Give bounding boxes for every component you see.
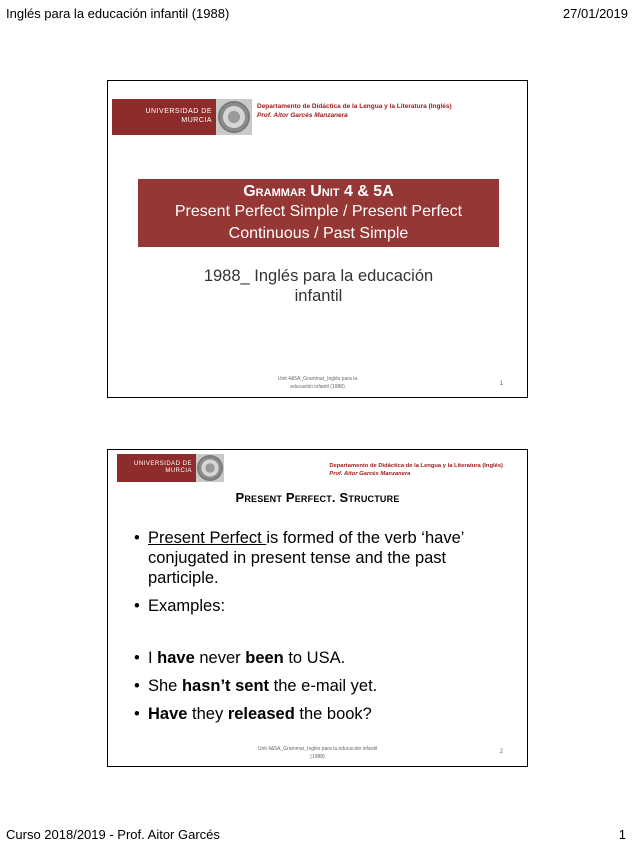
- logo-text: UNIVERSIDAD DE MURCIA: [145, 108, 212, 124]
- list-item: • She hasn’t sent the e-mail yet.: [134, 676, 514, 696]
- list-item: • Have they released the book?: [134, 704, 514, 724]
- logo-text: UNIVERSIDAD DE MURCIA: [133, 460, 192, 474]
- slide-title: Grammar Unit 4 & 5A: [243, 183, 394, 200]
- slide-title: Present Perfect. Structure: [235, 490, 400, 505]
- document-footer-course: Curso 2018/2019 - Prof. Aitor Garcés: [6, 827, 220, 842]
- department-info: [257, 103, 452, 121]
- university-seal-icon: [216, 99, 252, 135]
- slide-title-box: [138, 179, 499, 247]
- slide-subtitle-line-1: Present Perfect Simple / Present Perfect: [174, 203, 463, 220]
- university-logo: [112, 99, 252, 135]
- course-name: 1988_ Inglés para la educación infantil: [203, 267, 434, 305]
- document-title: Inglés para la educación infantil (1988): [6, 6, 230, 21]
- university-seal-icon: [196, 454, 224, 482]
- bullet-list: [134, 528, 514, 732]
- page-number: 1: [618, 827, 626, 842]
- professor-name: Prof. Aitor Garcés Manzanera: [257, 111, 348, 119]
- list-item: • Present Perfect is formed of the verb ‘have’ conjugated in present tense and the past participle.: [134, 528, 514, 588]
- list-item: • I have never been to USA.: [134, 648, 514, 668]
- department-name: Departamento de Didáctica de la Lengua y la Literatura (Inglés): [329, 463, 503, 469]
- list-item: • Examples:: [134, 596, 514, 616]
- slide-2: [107, 449, 528, 767]
- department-info: [329, 463, 503, 479]
- document-date: 27/01/2019: [562, 6, 628, 21]
- slide-footer: Unit 4&5A_Grammar_Inglés para la educación infantil (1988): [257, 746, 378, 760]
- slide-1: [107, 80, 528, 398]
- professor-name: Prof. Aitor Garcés Manzanera: [329, 470, 411, 477]
- university-logo: [117, 454, 224, 482]
- department-name: Departamento de Didáctica de la Lengua y la Literatura (Inglés): [257, 103, 452, 110]
- slide-subtitle-line-2: Continuous / Past Simple: [228, 225, 409, 242]
- slide-number: 1: [499, 381, 503, 387]
- slide-footer: Unit 4&5A_Grammar_Inglés para la educación infantil (1988): [277, 376, 358, 390]
- slide-number: 2: [499, 749, 503, 755]
